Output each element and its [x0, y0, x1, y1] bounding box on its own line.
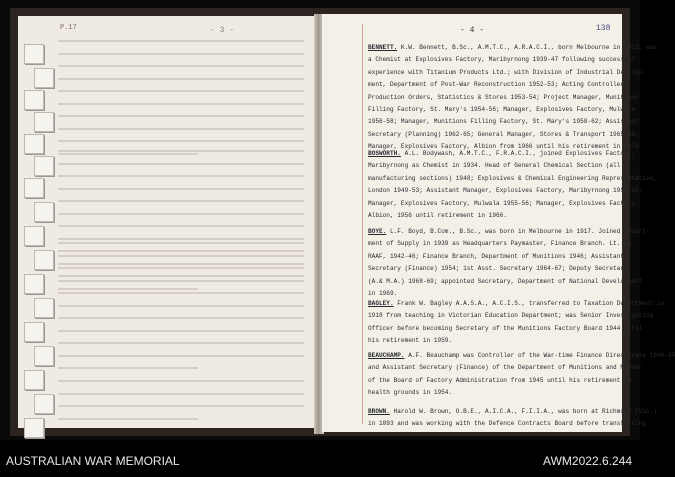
bleed-line: [58, 405, 304, 407]
entry-line: RAAF, 1942-46; Finance Branch, Department of Munitions 1946; Assistant: [368, 252, 624, 260]
entry-line: health grounds in 1954.: [368, 389, 453, 397]
bleed-line: [58, 225, 304, 227]
bleed-line: [58, 188, 304, 190]
entry-line: and Assistant Secretary (Finance) of the Department of Munitions and Member: [368, 364, 643, 372]
left-margin-note: P.17: [60, 24, 77, 32]
entry-line: ment of Supply in 1939 as Headquarters Paymaster, Finance Branch. Lt. in: [368, 240, 632, 248]
index-tab: [34, 394, 54, 414]
entry-line: ment, Department of Post-War Reconstruction 1952-53; Acting Controller,: [368, 81, 628, 89]
index-tab: [34, 156, 54, 176]
bleed-line: [58, 90, 304, 92]
bleed-line: [58, 150, 304, 152]
entry-line: in 1969.: [368, 290, 398, 298]
bleed-line: [58, 255, 304, 257]
entry-surname: BROWN.: [368, 408, 390, 415]
entry-line: BROWN. Harold W. Brown, O.B.E., A.I.C.A., F.I.I.A., was born at Richmond (Vic.): [368, 408, 657, 415]
reference-number: AWM2022.6.244: [543, 454, 632, 468]
bleed-line: [58, 65, 304, 67]
index-tab: [24, 418, 44, 438]
bleed-line: [58, 280, 304, 282]
entry-line: BOYE. L.F. Boyd, B.Com., B.Sc., was born in Melbourne in 1917. Joined Depart-: [368, 228, 650, 235]
biography-entry: [368, 406, 657, 431]
bleed-line: [58, 355, 304, 357]
bleed-line: [58, 292, 304, 294]
entry-line: Albion, 1956 until retirement in 1966.: [368, 212, 507, 220]
entry-line: Secretary (Finance) 1954; 1st Asst. Secretary 1964-67; Deputy Secretary: [368, 265, 628, 273]
biography-entry: [368, 42, 657, 154]
entry-line: his retirement in 1959.: [368, 337, 453, 345]
entry-line: Production Orders, Statistics & Stores 1953-54; Project Manager, Munitions: [368, 93, 639, 101]
entry-line: Maribyrnong as Chemist in 1934. Head of General Chemical Section (all: [368, 162, 621, 170]
bleed-line: [58, 53, 304, 55]
entry-line: Secretary (Planning) 1962-65; General Manager, Stores & Transport 1965-66;: [368, 130, 639, 138]
bleed-line: [58, 175, 304, 177]
biography-entry: [368, 298, 665, 348]
entry-line: Filling Factory, St. Mary's 1954-56; Manager, Explosives Factory, Mulwala: [368, 106, 635, 114]
bleed-line: [58, 200, 304, 202]
index-tab: [24, 274, 44, 294]
bleed-line: [58, 317, 304, 319]
entry-line: BENNETT. K.W. Bennett, B.Sc., A.M.T.C., A.R.A.C.I., born Melbourne in 1912, was: [368, 44, 657, 51]
bleed-line: [58, 305, 304, 307]
index-tab: [34, 346, 54, 366]
bleed-line: [58, 418, 198, 420]
bleed-line: [58, 115, 304, 117]
index-tab: [34, 112, 54, 132]
index-tab: [24, 90, 44, 110]
entry-line: Manager, Explosives Factory, Mulwala 1955-56; Manager, Explosives Factory,: [368, 199, 639, 207]
right-page-number: - 4 -: [460, 26, 485, 35]
bleed-line: [58, 275, 304, 277]
bleed-line: [58, 263, 304, 265]
entry-line: Officer before becoming Secretary of the Munitions Factory Board 1944 until: [368, 324, 643, 332]
bleed-line: [58, 267, 304, 269]
bleed-line: [58, 153, 198, 155]
caption-bar: [0, 440, 640, 477]
entry-line: experience with Titanium Products Ltd.; with Division of Industrial Develop-: [368, 68, 646, 76]
biography-entry: [368, 148, 657, 222]
institution-label: AUSTRALIAN WAR MEMORIAL: [6, 454, 180, 468]
bleed-line: [58, 288, 198, 290]
index-tab: [24, 370, 44, 390]
bleed-line: [58, 393, 304, 395]
entry-line: 1918 from teaching in Victorian Education Department; was Senior Investigating: [368, 312, 654, 320]
index-tab: [24, 226, 44, 246]
bleed-line: [58, 40, 304, 42]
entry-line: London 1949-53; Assistant Manager, Explosives Factory, Maribyrnong 1953-55;: [368, 187, 643, 195]
entry-line: BEAUCHAMP. A.F. Beauchamp was Controller of the War-time Finance Directorate 1940-45: [368, 352, 675, 359]
index-tab: [24, 44, 44, 64]
index-tab: [24, 322, 44, 342]
margin-rule: [362, 24, 363, 424]
entry-line: BOSWORTH. A.L. Bodywash, A.M.T.C., F.R.A.C.I., joined Explosives Factory,: [368, 150, 635, 157]
entry-line: BAGLEY. Frank W. Bagley A.A.S.A., A.C.I.S., transferred to Taxation Department in: [368, 300, 665, 307]
index-tab: [24, 134, 44, 154]
bleed-line: [58, 367, 198, 369]
entry-surname: BAGLEY.: [368, 300, 394, 307]
entry-line: manufacturing sections) 1948; Explosives & Chemical Engineering Representative,: [368, 174, 657, 182]
index-tab: [34, 68, 54, 88]
index-tab: [34, 202, 54, 222]
bleed-line: [58, 250, 304, 252]
bleed-line: [58, 163, 304, 165]
bleed-line: [58, 140, 304, 142]
index-tab: [24, 178, 44, 198]
bleed-line: [58, 238, 304, 240]
entry-line: a Chemist at Explosives Factory, Maribyrnong 1939-47 following successful: [368, 56, 635, 64]
entry-surname: BEAUCHAMP.: [368, 352, 405, 359]
entry-line: 1956-58; Manager, Munitions Filling Factory, St. Mary's 1958-62; Assistant: [368, 118, 639, 126]
bleed-line: [58, 103, 304, 105]
bleed-line: [58, 330, 304, 332]
entry-line: of the Board of Factory Administration from 1945 until his retirement on: [368, 376, 632, 384]
entry-surname: BOYE.: [368, 228, 387, 235]
biography-entry: [368, 350, 675, 400]
entry-surname: BENNETT.: [368, 44, 398, 51]
entry-line: Manager, Explosives Factory, Albion from 1966 until his retirement in 1972.: [368, 143, 643, 151]
entry-surname: BOSWORTH.: [368, 150, 401, 157]
bleed-line: [58, 213, 304, 215]
left-page-number: - 3 -: [210, 26, 235, 35]
biography-entry: [368, 226, 650, 300]
bleed-line: [58, 242, 304, 244]
index-tab: [34, 250, 54, 270]
entry-line: (A.& M.A.) 1968-69; appointed Secretary, Department of National Development: [368, 277, 643, 285]
right-margin-note: 138: [596, 24, 611, 33]
bleed-line: [58, 78, 304, 80]
index-tab: [34, 298, 54, 318]
bleed-line: [58, 128, 304, 130]
bleed-line: [58, 342, 304, 344]
entry-line: in 1893 and was working with the Defence Contracts Board before transferring: [368, 420, 646, 428]
bleed-line: [58, 380, 304, 382]
